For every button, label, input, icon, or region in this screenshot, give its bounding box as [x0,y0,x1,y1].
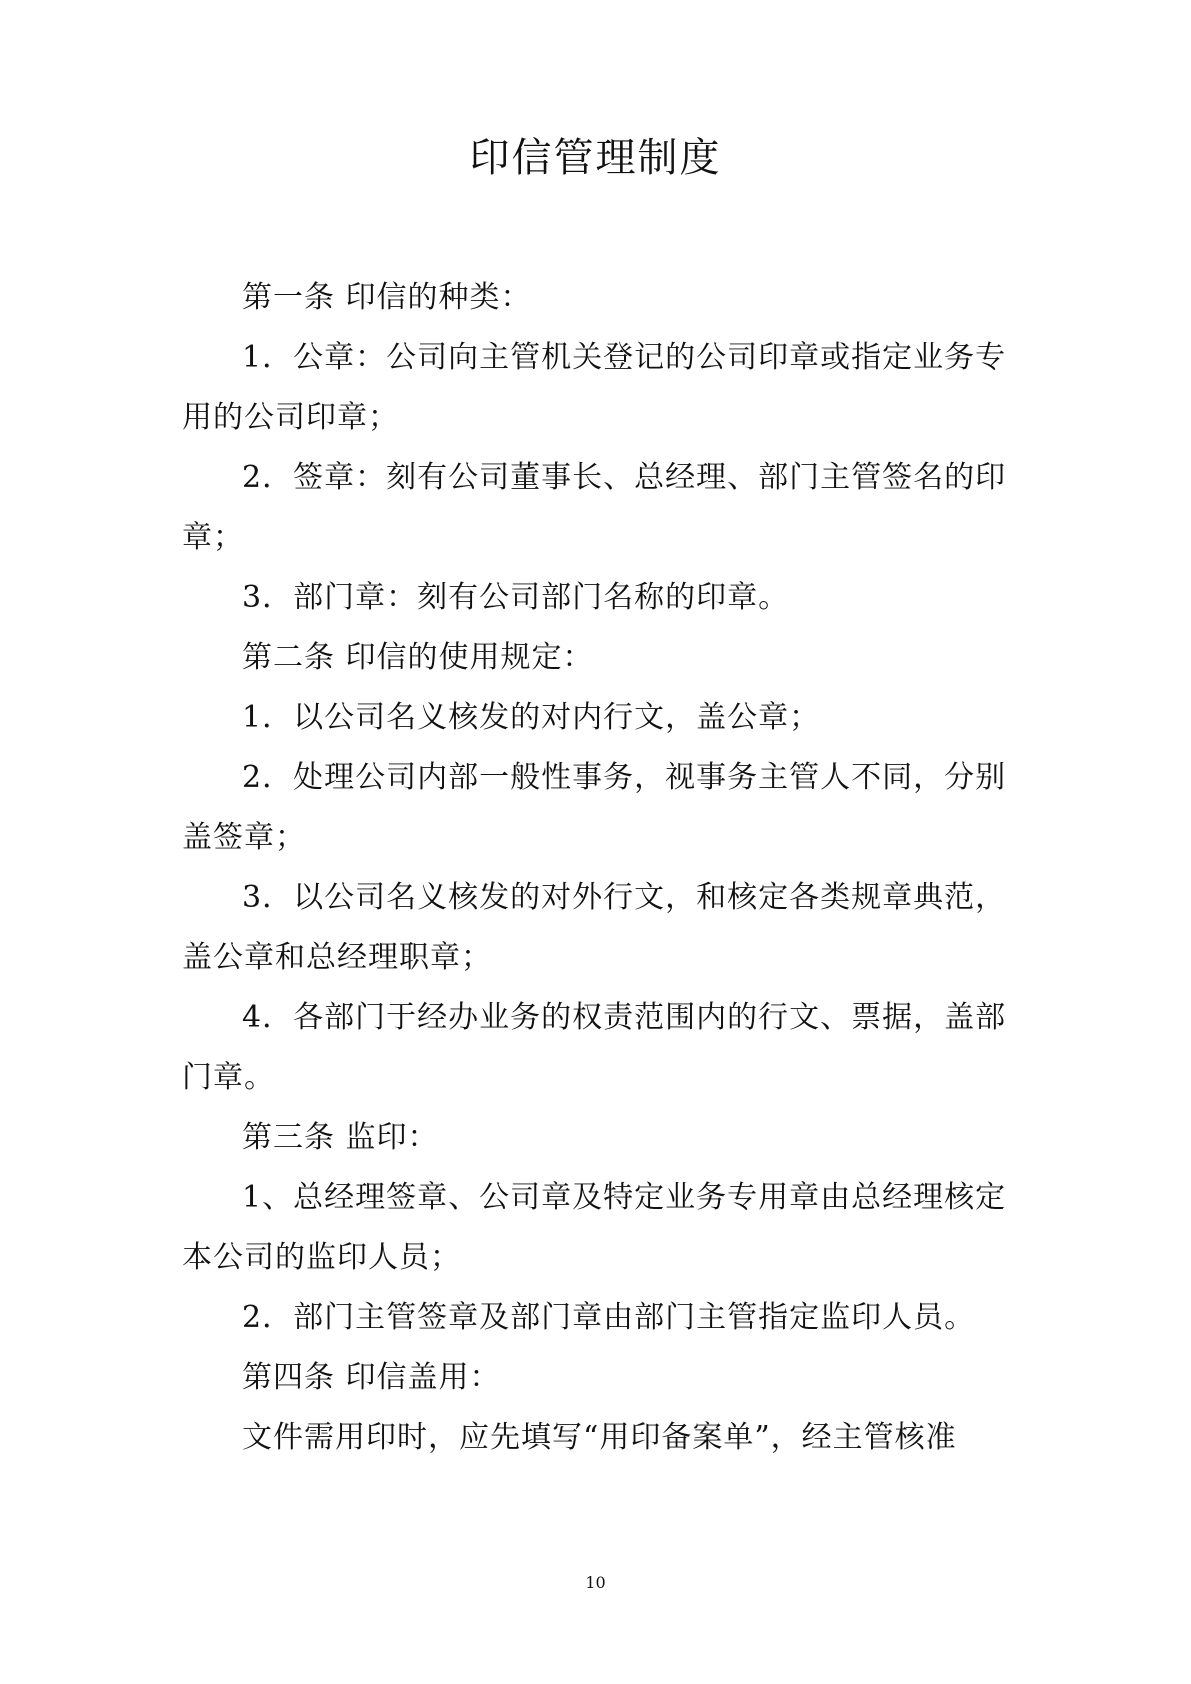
document-body [182,268,1022,1468]
paragraph: 3．部门章：刻有公司部门名称的印章。 [242,580,790,615]
page-number: 10 [585,1573,606,1592]
paragraph: 文件需用印时，应先填写“用印备案单”，经主管核准 [242,1420,957,1455]
paragraph: 1、总经理签章、公司章及特定业务专用章由总经理核定本公司的监印人员； [182,1180,1007,1275]
document-title: 印信管理制度 [469,135,722,181]
paragraph: 1．公章：公司向主管机关登记的公司印章或指定业务专用的公司印章； [182,340,1007,435]
paragraph: 第二条 印信的使用规定： [242,640,594,675]
paragraph: 1．以公司名义核发的对内行文，盖公章； [242,700,821,735]
paragraph: 2．部门主管签章及部门章由部门主管指定监印人员。 [242,1300,976,1335]
paragraph: 2．签章：刻有公司董事长、总经理、部门主管签名的印章； [182,460,1007,555]
paragraph: 第一条 印信的种类： [242,280,532,315]
paragraph: 第三条 监印： [242,1120,439,1155]
paragraph: 第四条 印信盖用： [242,1360,501,1395]
paragraph: 4．各部门于经办业务的权责范围内的行文、票据，盖部门章。 [182,1000,1007,1095]
paragraph: 2．处理公司内部一般性事务，视事务主管人不同，分别盖签章； [182,760,1007,855]
paragraph: 3．以公司名义核发的对外行文，和核定各类规章典范，盖公章和总经理职章； [182,880,1007,975]
